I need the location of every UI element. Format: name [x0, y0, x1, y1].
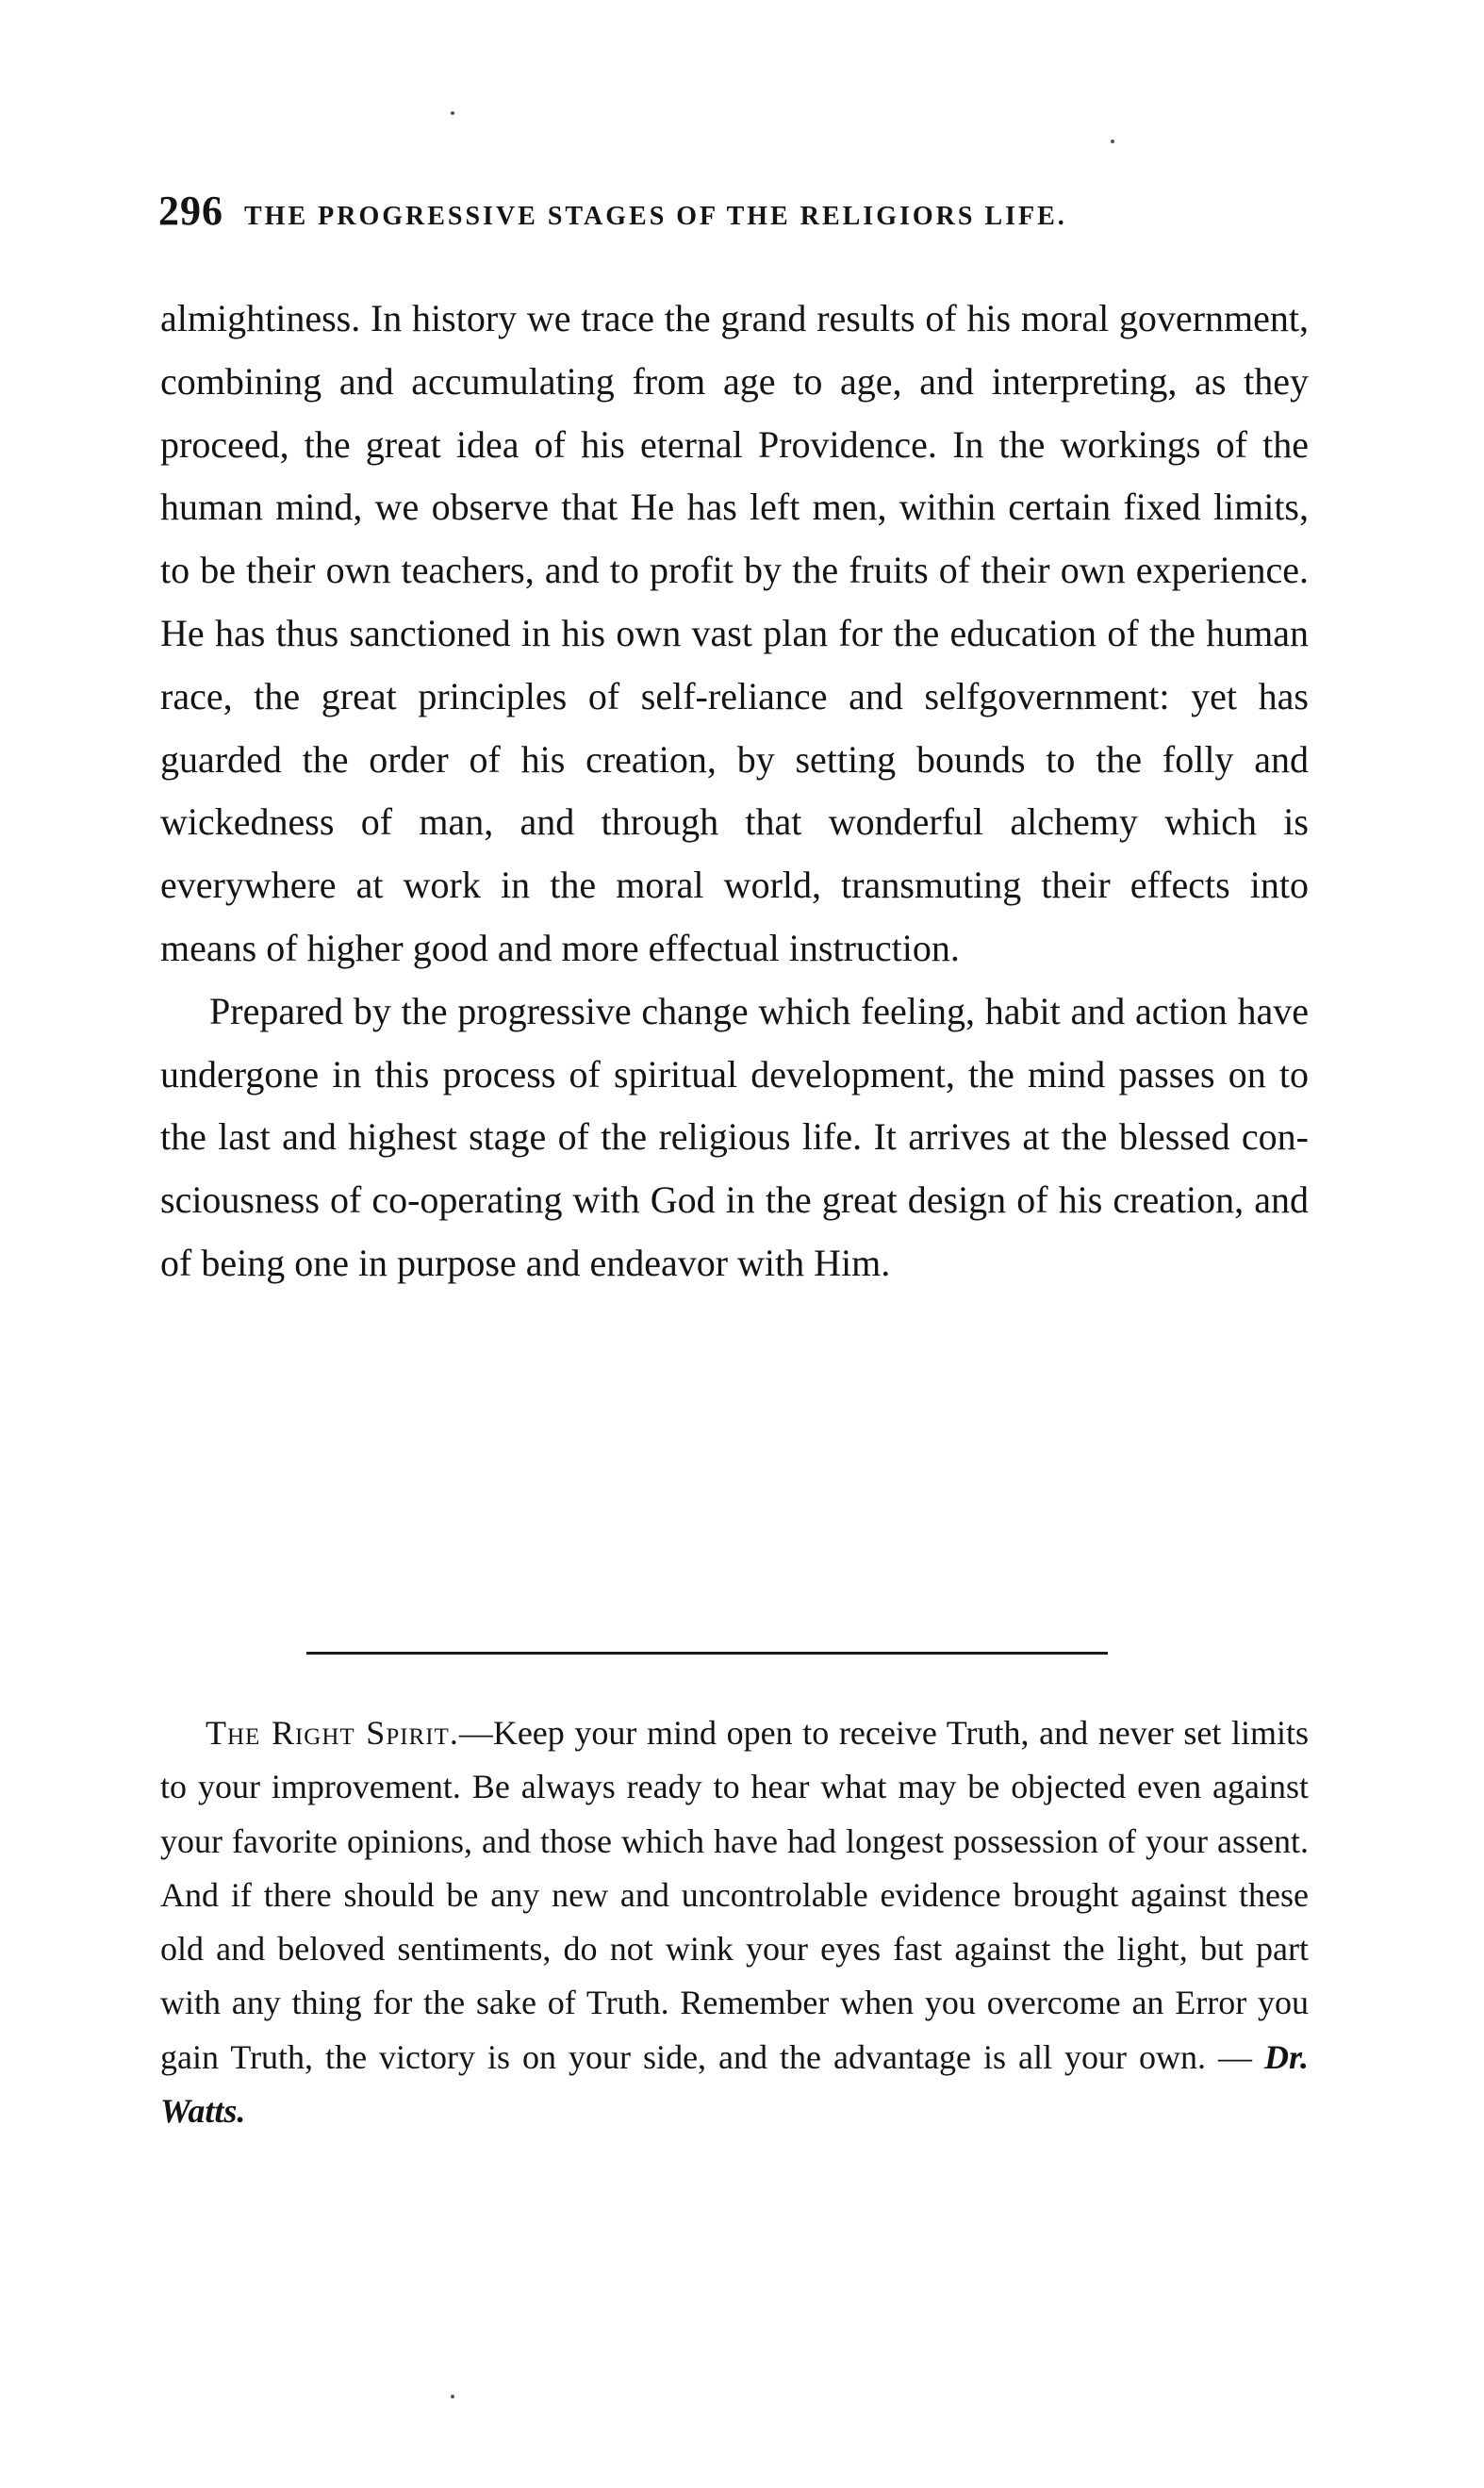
main-text — [160, 288, 1309, 1295]
running-title: THE PROGRESSIVE STAGES OF THE RELIGIORS LIFE. — [244, 202, 1067, 231]
excerpt-text: —Keep your mind open to receive Truth, and never set limits to your improvement. Be always ready to hear what may be objected even against your favorite opinions, and those which have had longest possession of your assent. And if there should be any new and uncontrolable evidence brought against these old and beloved sentiments, do not wink your eyes fast against the light, but part with any thing for the sake of Truth. Remember when you overcome an Error you gain Truth, the victory is on your side, and the advantage is all your own. — — [160, 1714, 1309, 2076]
excerpt-block — [160, 1706, 1309, 2138]
excerpt-attribution: Dr. Watts. — [160, 2037, 1309, 2131]
ink-speck — [451, 111, 454, 115]
excerpt-paragraph — [160, 1706, 1309, 2138]
page-number: 296 — [158, 188, 223, 234]
section-divider — [306, 1652, 1108, 1655]
excerpt-heading: The Right Spirit. — [206, 1714, 459, 1752]
ink-speck — [1111, 140, 1114, 143]
paragraph: almightiness. In history we trace the grand results of his moral government, combining and accumulating from age to age, and interpreting, as they proceed, the great idea of his eternal Providence. In the workings of the human mind, we observe that He has left men, within certain fixed limits, to be their own teachers, and to profit by the fruits of their own experience. He has thus sanctioned in his own vast plan for the education of the human race, the great principles of self-reliance and selfgovernment: yet has guarded the order of his creation, by setting bounds to the folly and wickedness of man, and through that wonderful alchemy which is everywhere at work in the moral world, transmuting their effects into means of higher good and more effectual instruction. — [160, 297, 1309, 969]
running-header — [158, 187, 1309, 235]
paragraph: Prepared by the progressive change which feeling, habit and action have undergone in this process of spiritual development, the mind passes on to the last and highest stage of the religious life. It arrives at the blessed consciousness of co-operating with God in the great design of his creation, and of being one in purpose and endeavor with Him. — [160, 989, 1309, 1284]
ink-speck — [451, 2395, 454, 2398]
